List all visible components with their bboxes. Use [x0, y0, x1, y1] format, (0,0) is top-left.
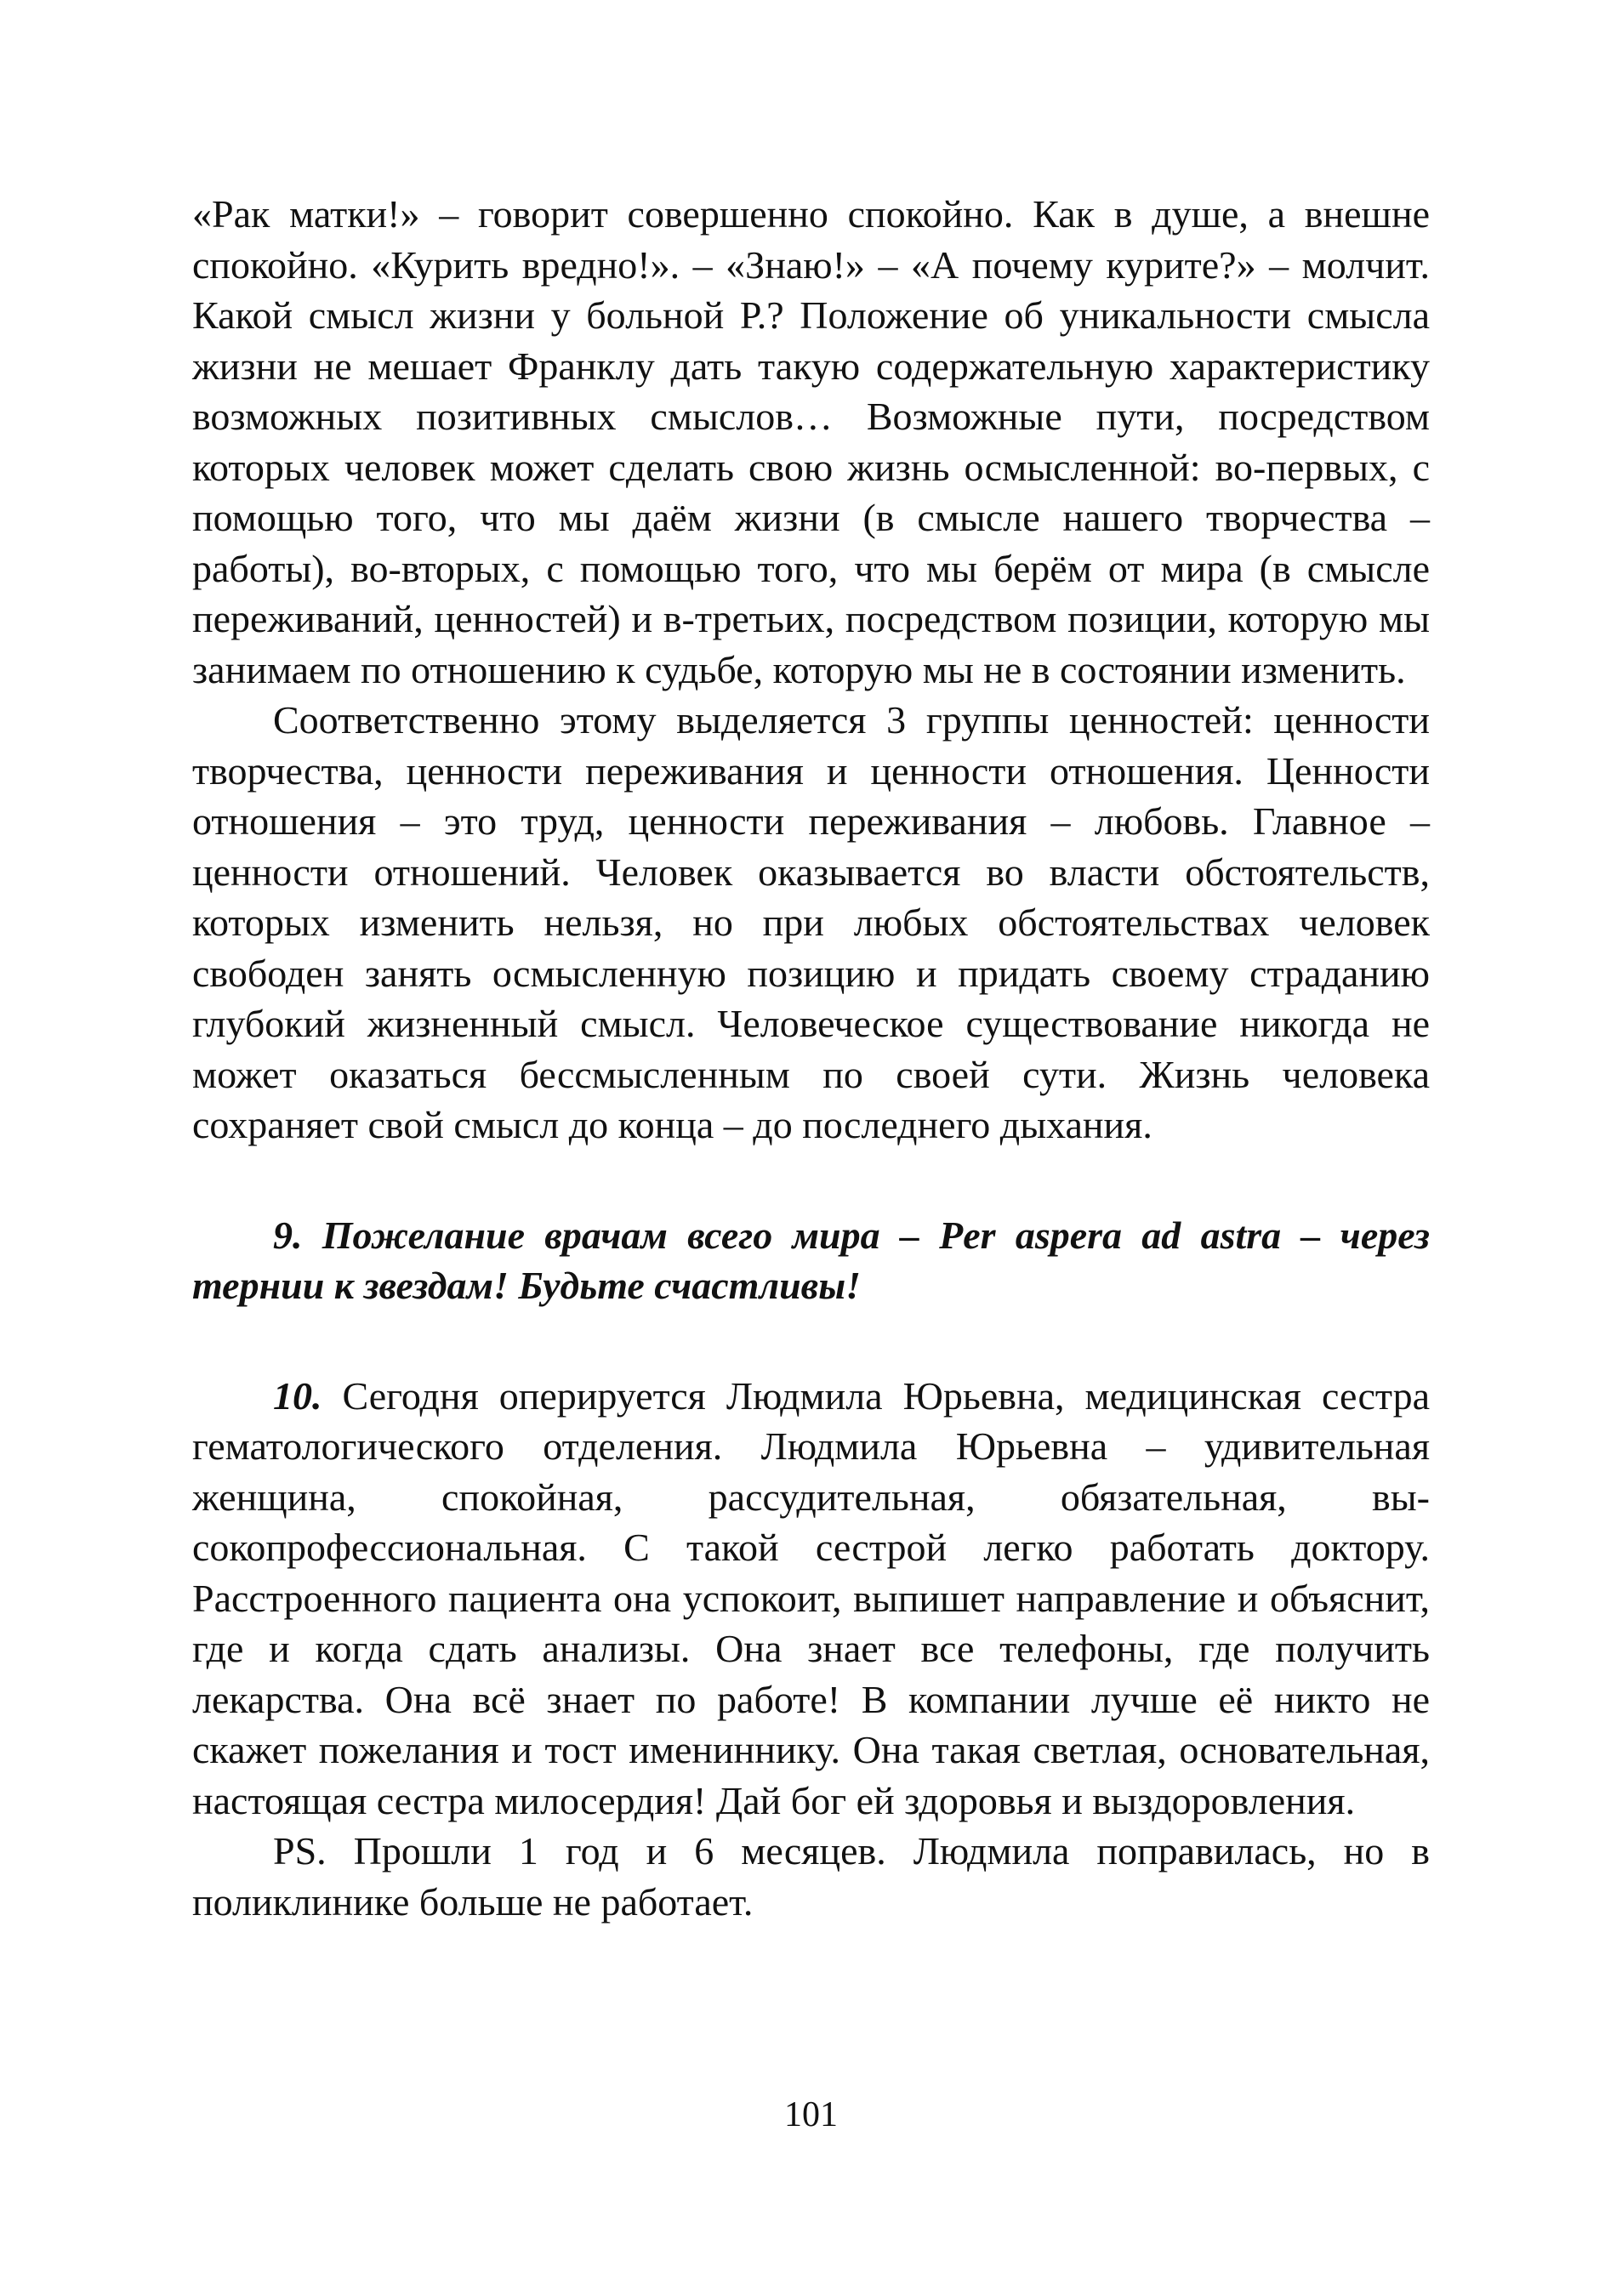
paragraph-2: Соответственно этому выделяется 3 группы ценностей: ценности творчества, ценности переживания и ценности отношения. Ценности отношения – это труд, ценности переживания – любовь. Главное – ценности отношений. Человек оказывается во власти обстоятельств, которых изменить нельзя, но при любых обстоятельствах человек свободен занять осмысленную позицию и придать своему страданию глубокий жизненный смысл. Человеческое существование никогда не может оказаться бессмысленным по своей сути. Жизнь человека сохраняет свой смысл до конца – до последнего дыхания. — [192, 698, 1430, 1146]
paragraph-10 — [192, 1371, 1430, 1827]
page-number: 101 — [784, 2095, 838, 2134]
paragraph-10-text: Сегодня оперируется Людмила Юрьевна, медицинская сестра гематологического отделения. Людмила Юрьевна – удивительная женщина, спокойная, рассудительная, обязательная, высокопрофессиональная. С такой сестрой легко работать доктору. Расстроенного пациента она успокоит, выпишет направление и объяснит, где и когда сдать анализы. Она знает все телефоны, где получить лекарства. Она всё знает по работе! В компании лучше её никто не скажет пожелания и тост имениннику. Она такая светлая, основательная, настоящая сестра милосердия! Дай бог ей здоровья и выздоровления. — [192, 1373, 1430, 1822]
section-heading-9: 9. Пожелание врачам всего мира – Per aspera ad astra – через тернии к звездам! Будьте счастливы! — [192, 1213, 1430, 1307]
page-body — [192, 189, 1430, 1927]
paragraph-1: «Рак матки!» – говорит совершенно спокойно. Как в душе, а внешне спокойно. «Курить вредно!». – «Знаю!» – «А почему курите?» – молчит. Какой смысл жизни у больной Р.? Положение об уникальности смысла жизни не мешает Франклу дать такую содержательную характеристику возможных позитивных смыслов… Возможные пути, посредством которых человек может сделать свою жизнь осмысленной: во-первых, с помощью того, что мы даём жизни (в смысле нашего творчества – работы), во-вторых, с помощью того, что мы берём от мира (в смысле переживаний, ценностей) и в-третьих, посредством позиции, которую мы занимаем по отношению к судьбе, которую мы не в состоянии изменить. — [192, 192, 1430, 691]
paragraph-10-number: 10. — [273, 1373, 322, 1418]
paragraph-ps: PS. Прошли 1 год и 6 месяцев. Людмила поправилась, но в поликлинике больше не работает. — [192, 1829, 1430, 1924]
